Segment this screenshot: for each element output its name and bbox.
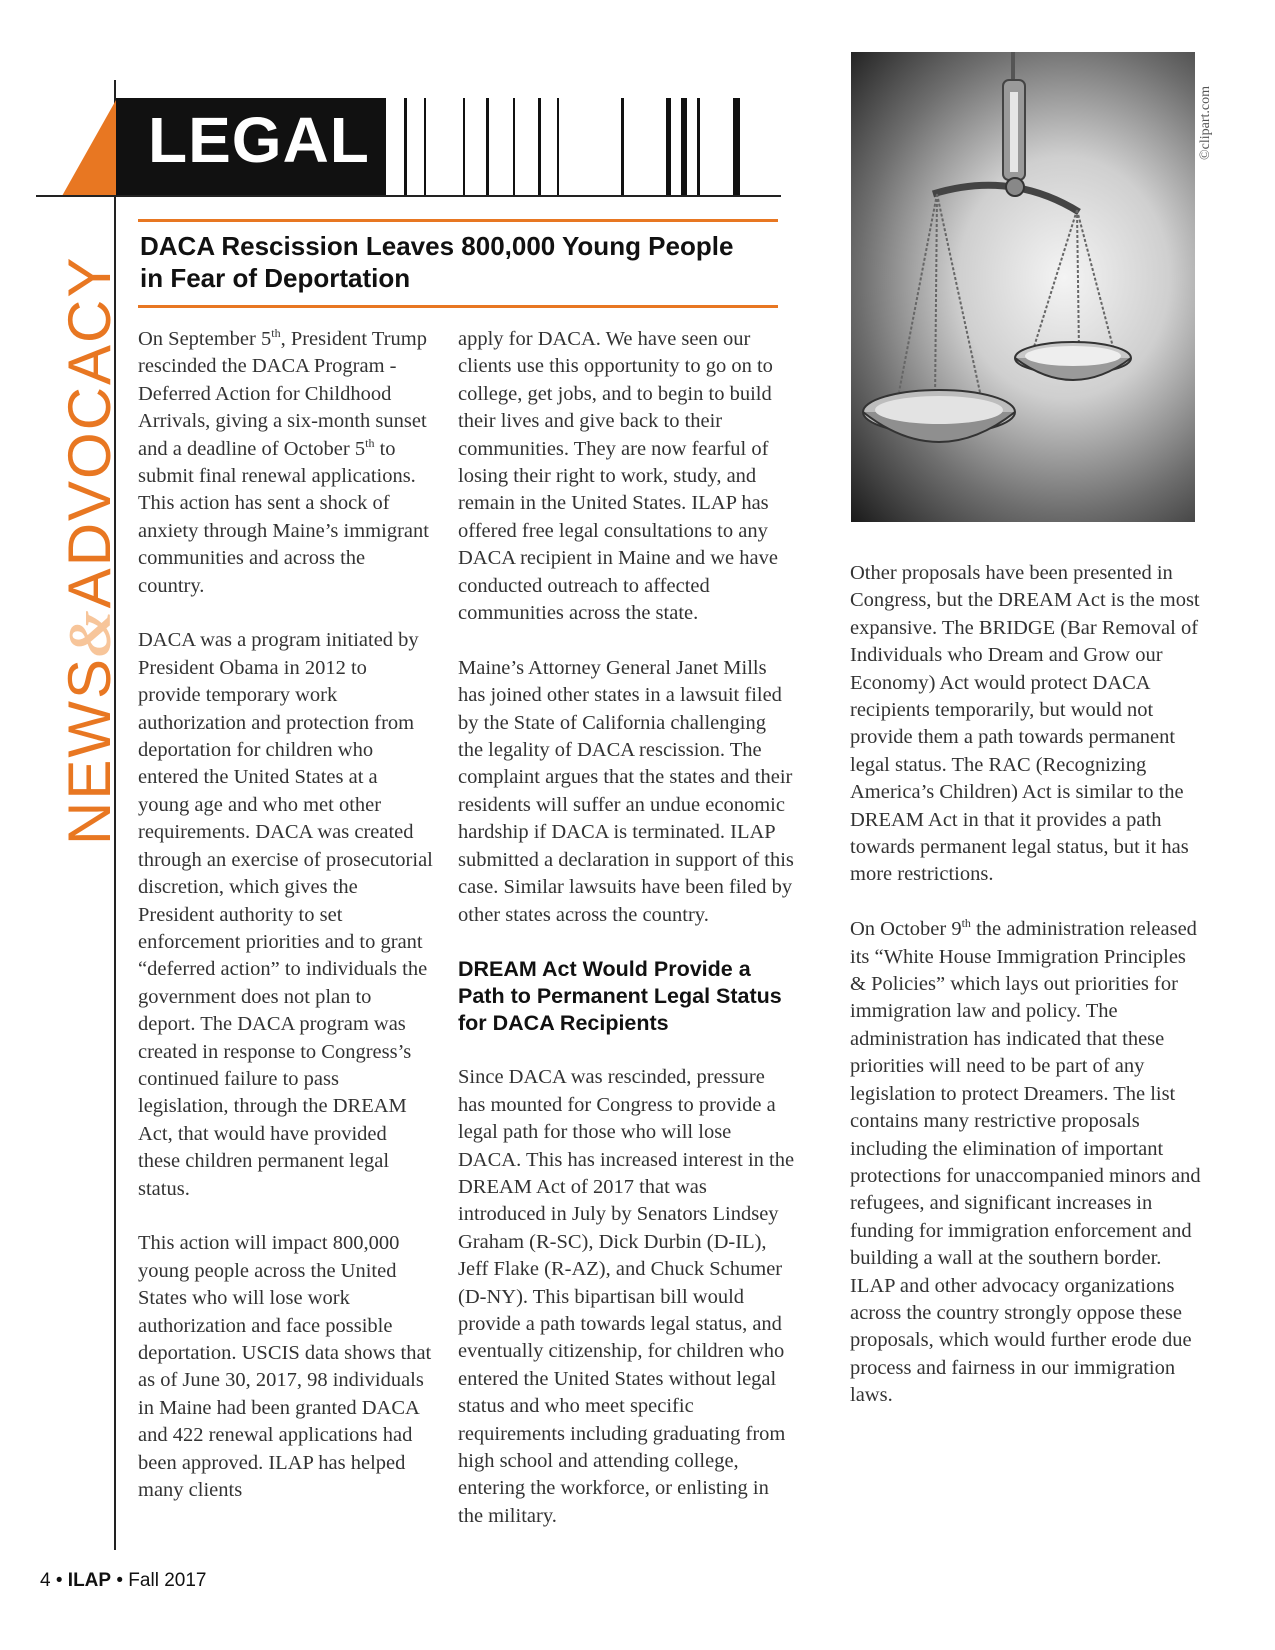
paragraph: On September 5th, President Trump rescinded the DACA Program - Deferred Action for Childhood Arrivals, giving a six-month sunset and a deadline of October 5th to submit final renewal applications. This action has sent a shock of anxiety through Maine’s immigrant communities and across the country. — [138, 326, 429, 597]
footer-bullet: • — [55, 1570, 63, 1591]
side-ampersand: & — [57, 608, 123, 657]
footer-issue: Fall 2017 — [128, 1570, 207, 1591]
paragraph: Other proposals have been presented in Congress, but the DREAM Act is the most expansive. The BRIDGE (Bar Removal of Individuals who Dream and Grow our Economy) Act would protect DACA recipients temporarily, but would not provide them a path towards permanent legal status. The RAC (Recognizing America’s Children) Act is similar to the DREAM Act in that it provides a path towards permanent legal status, but it has more restrictions. — [850, 562, 1200, 886]
scales-of-justice-photo — [851, 52, 1195, 522]
article-column-3 — [850, 560, 1206, 1437]
paragraph: Since DACA was rescinded, pressure has mounted for Congress to provide a legal path for those who will lose DACA. This has increased interest in the DREAM Act of 2017 that was introduced in July by Senators Lindsey Graham (R-SC), Dick Durbin (D-IL), Jeff Flake (R-AZ), and Chuck Schumer (D-NY). This bipartisan bill would provide a path towards legal status, and eventually citizenship, for children who entered the United States without legal status and who meet specific requirements including graduating from high school and attending college, entering the workforce, or enlisting in the military. — [458, 1066, 795, 1527]
decor-bar — [538, 98, 541, 195]
paragraph: DACA was a program initiated by President Obama in 2012 to provide temporary work authorization and protection from deportation for children who entered the United States at a young age and who met other requirements. DACA was created through an exercise of prosecutorial discretion, which gives the President authority to set enforcement priorities and to grant “deferred action” to individuals the government does not plan to deport. The DACA program was created in response to Congress’s continued failure to pass legislation, through the DREAM Act, that would have provided these children permanent legal status. — [138, 629, 433, 1200]
decor-bar — [424, 98, 426, 195]
orange-triangle — [62, 100, 116, 196]
headline-line-2: in Fear of Deportation — [140, 263, 411, 293]
decor-bar — [404, 98, 407, 195]
paragraph: On October 9th the administration released its “White House Immigration Principles & Policies” which lays out priorities for immigration law and policy. The administration has indicated that these priorities will need to be part of any legislation to protect Dreamers. The list contains many restrictive proposals including the elimination of important protections for unaccompanied minors and refugees, and significant increases in funding for immigration enforcement and building a wall at the southern border. ILAP and other advocacy organizations across the country strongly oppose these proposals, which would further erode due process and fairness in our immigration laws. — [850, 916, 1201, 1407]
headline-rule-bottom — [138, 305, 778, 308]
section-label: LEGAL — [148, 104, 370, 176]
page-footer — [40, 1570, 206, 1592]
footer-bullet: • — [116, 1570, 124, 1591]
section-side-title — [56, 185, 123, 845]
headline-rule-top — [138, 219, 778, 222]
horizontal-rule — [36, 195, 781, 197]
decor-bar — [733, 98, 740, 195]
decor-bar — [621, 98, 624, 195]
decor-bar — [486, 98, 489, 195]
article-subhead: DREAM Act Would Provide a Path to Permanent Legal Status for DACA Recipients — [458, 957, 782, 1036]
scales-icon — [851, 52, 1195, 522]
decor-bar — [463, 98, 465, 195]
decor-bar — [513, 98, 515, 195]
decor-bar — [681, 98, 687, 195]
article-column-1 — [138, 326, 433, 1532]
side-word-news: NEWS — [56, 657, 123, 845]
article-column-2 — [458, 326, 796, 1558]
decor-bar — [697, 98, 700, 195]
page-number: 4 — [40, 1570, 51, 1591]
headline-line-1: DACA Rescission Leaves 800,000 Young People — [140, 231, 734, 261]
paragraph: This action will impact 800,000 young people across the United States who will lose work authorization and face possible deportation. USCIS data shows that as of June 30, 2017, 98 individuals in Maine had been granted DACA and 422 renewal applications had been approved. ILAP has helped many clients — [138, 1232, 432, 1502]
paragraph: Maine’s Attorney General Janet Mills has joined other states in a lawsuit filed by the State of California challenging the legality of DACA rescission. The complaint argues that the states and their residents will suffer an undue economic hardship if DACA is terminated. ILAP submitted a declaration in support of this case. Similar lawsuits have been filed by other states across the country. — [458, 656, 794, 926]
paragraph: apply for DACA. We have seen our clients use this opportunity to go on to college, get jobs, and to begin to build their lives and give back to their communities. They are now fearful of losing their right to work, study, and remain in the United States. ILAP has offered free legal consultations to any DACA recipient in Maine and we have conducted outreach to affected communities across the state. — [458, 328, 778, 625]
side-word-advocacy: ADVOCACY — [56, 255, 123, 609]
decor-bar — [666, 98, 671, 195]
photo-credit: ©clipart.com — [1198, 86, 1213, 160]
article-headline — [140, 230, 780, 294]
decor-bar — [557, 98, 559, 195]
footer-org: ILAP — [67, 1570, 112, 1591]
